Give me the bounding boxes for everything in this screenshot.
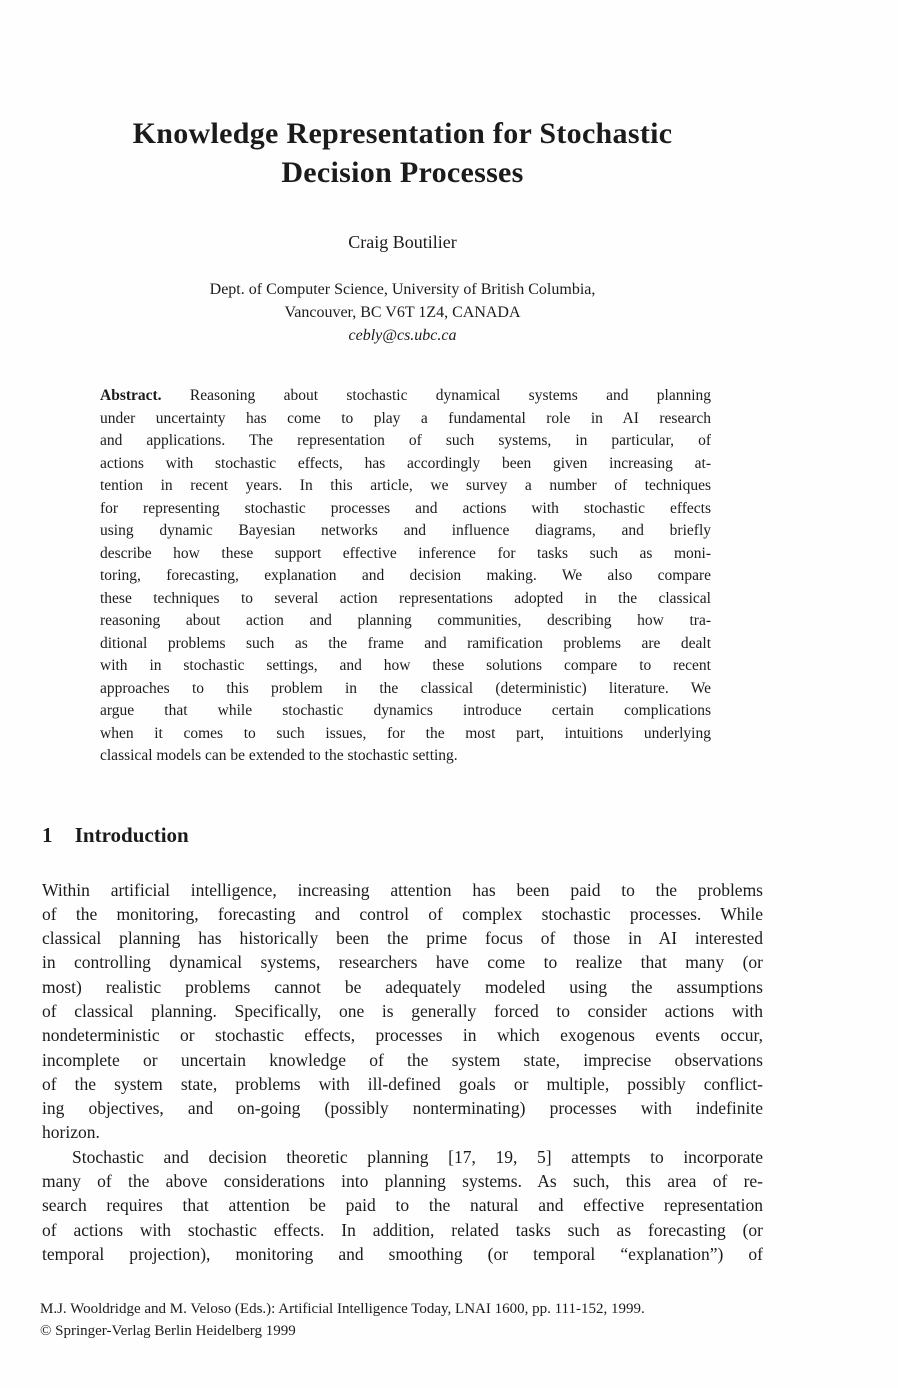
text-line: when it comes to such issues, for the most part, intuitions underlying — [100, 724, 711, 742]
abstract-body — [100, 408, 711, 768]
page-footer — [40, 1298, 800, 1342]
text-line: incomplete or uncertain knowledge of the system state, imprecise observations — [42, 1049, 763, 1070]
author-email: cebly@cs.ubc.ca — [348, 327, 457, 344]
text-line: classical models can be extended to the stochastic setting. — [100, 747, 458, 764]
text-line: with in stochastic settings, and how these solutions compare to recent — [100, 657, 711, 674]
affiliation-block — [42, 278, 763, 347]
intro-paragraph-2 — [42, 1145, 763, 1266]
text-line: under uncertainty has come to play a fundamental role in AI research — [100, 409, 711, 427]
section-title: Introduction — [74, 822, 189, 847]
paper-title — [42, 114, 763, 192]
author-name: Craig Boutilier — [348, 232, 457, 252]
text-line: approaches to this problem in the classical (deterministic) literature. We — [100, 679, 711, 697]
text-line: for representing stochastic processes and actions with stochastic effects — [100, 499, 711, 517]
abstract-first-line — [100, 385, 711, 408]
text-line: of the system state, problems with ill-defined goals or multiple, possibly conflict- — [42, 1073, 763, 1094]
text-line: horizon. — [42, 1122, 100, 1143]
text-line: many of the above considerations into planning systems. As such, this area of re- — [42, 1171, 763, 1192]
text-line: temporal projection), monitoring and smoothing (or temporal “explanation”) of — [42, 1243, 763, 1264]
text-line: argue that while stochastic dynamics introduce certain complications — [100, 702, 711, 719]
text-line: reasoning about action and planning communities, describing how tra- — [100, 612, 711, 629]
affiliation-line-2: Vancouver, BC V6T 1Z4, CANADA — [284, 304, 521, 321]
text-line: describe how these support effective inference for tasks such as moni- — [100, 544, 711, 562]
text-line: Stochastic and decision theoretic planning [17, 19, 5] attempts to incorporate — [72, 1146, 763, 1167]
text-line: ditional problems such as the frame and ramification problems are dealt — [100, 634, 711, 652]
text-line: search requires that attention be paid to the natural and effective representation — [42, 1195, 763, 1216]
text-line: of actions with stochastic effects. In addition, related tasks such as forecasting (or — [42, 1219, 763, 1240]
abstract-block — [100, 385, 711, 768]
text-line: classical planning has historically been the prime focus of those in AI interested — [42, 928, 763, 949]
text-line: most) realistic problems cannot be adequately modeled using the assumptions — [42, 976, 763, 997]
section-1-heading — [42, 822, 763, 849]
affiliation-line-1: Dept. of Computer Science, University of British Columbia, — [209, 281, 596, 298]
text-line: using dynamic Bayesian networks and influence diagrams, and briefly — [100, 522, 711, 539]
footer-citation: M.J. Wooldridge and M. Veloso (Eds.): Artificial Intelligence Today, LNAI 1600, pp. 111-152, 1999. — [40, 1301, 645, 1317]
footer-copyright: © Springer-Verlag Berlin Heidelberg 1999 — [40, 1323, 296, 1339]
text-line: and applications. The representation of such systems, in particular, of — [100, 432, 711, 449]
text-line: of classical planning. Specifically, one is generally forced to consider actions with — [42, 1000, 763, 1021]
abstract-first-line-text: Reasoning about stochastic dynamical systems and planning — [189, 387, 711, 404]
text-line: nondeterministic or stochastic effects, processes in which exogenous events occur, — [42, 1025, 763, 1046]
text-line: in controlling dynamical systems, researchers have come to realize that many (or — [42, 952, 763, 973]
text-line: tention in recent years. In this article, we survey a number of techniques — [100, 477, 711, 494]
text-line: actions with stochastic effects, has accordingly been given increasing at- — [100, 454, 711, 472]
text-line: ing objectives, and on-going (possibly nonterminating) processes with indefinite — [42, 1098, 763, 1119]
text-line: of the monitoring, forecasting and control of complex stochastic processes. While — [42, 903, 763, 924]
abstract-label: Abstract. — [100, 387, 162, 404]
paper-title-line-2: Decision Processes — [281, 156, 524, 189]
text-line: toring, forecasting, explanation and decision making. We also compare — [100, 567, 711, 584]
text-line: these techniques to several action representations adopted in the classical — [100, 589, 711, 607]
text-line: Within artificial intelligence, increasing attention has been paid to the problems — [42, 879, 763, 900]
paper-title-line-1: Knowledge Representation for Stochastic — [132, 117, 673, 150]
intro-paragraph-1 — [42, 878, 763, 1145]
section-number: 1 — [42, 822, 53, 847]
